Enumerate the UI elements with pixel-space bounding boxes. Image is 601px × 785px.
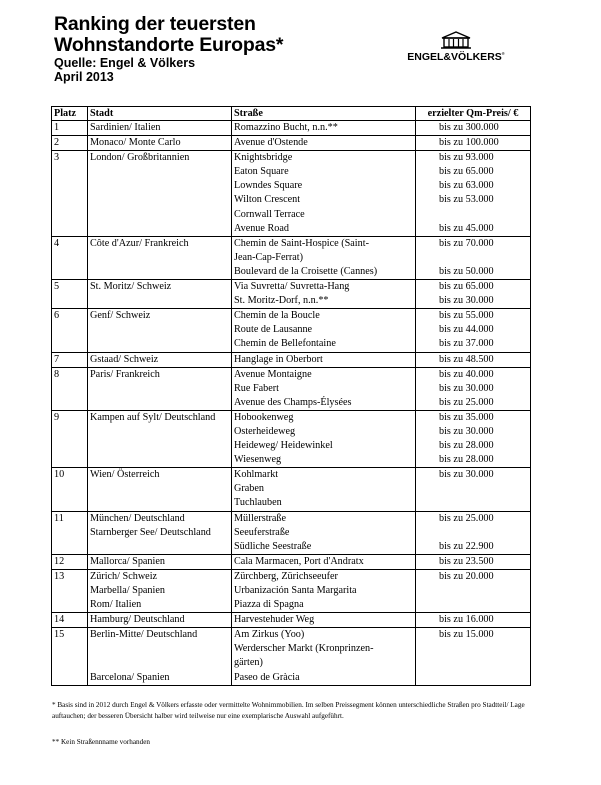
cell-platz <box>52 309 88 352</box>
stadt-line: München/ Deutschland <box>90 512 185 524</box>
header-platz: Platz <box>52 107 88 121</box>
platz-value: 7 <box>54 353 60 365</box>
cell-stadt <box>88 468 232 511</box>
strasse-line: Chemin de Saint-Hospice (Saint- <box>234 237 369 249</box>
table-row <box>52 352 531 367</box>
platz-value: 9 <box>54 411 60 423</box>
footnote-no-street-name: ** Kein Straßennname vorhanden <box>52 738 150 746</box>
strasse-line: Chemin de la Boucle <box>234 310 320 322</box>
platz-value: 11 <box>54 512 64 524</box>
strasse-line: Zürchberg, Zürichseeufer <box>234 570 338 582</box>
table-row <box>52 554 531 569</box>
preis-line <box>418 251 528 265</box>
table-row <box>52 280 531 309</box>
preis-line <box>418 208 528 222</box>
stadt-line: Mallorca/ Spanien <box>90 555 165 567</box>
preis-line: bis zu 28.000 <box>439 440 494 452</box>
strasse-line: Rue Fabert <box>234 382 279 394</box>
preis-line: bis zu 40.000 <box>439 368 494 380</box>
cell-strasse <box>232 410 416 467</box>
strasse-line: Knightsbridge <box>234 152 293 164</box>
strasse-line: Hobookenweg <box>234 411 294 423</box>
cell-stadt <box>88 511 232 554</box>
stadt-line: Côte d'Azur/ Frankreich <box>90 237 189 249</box>
strasse-line: Piazza di Spagna <box>234 599 304 611</box>
cell-strasse <box>232 367 416 410</box>
preis-line: bis zu 20.000 <box>439 570 494 582</box>
strasse-line: Heideweg/ Heidewinkel <box>234 440 333 452</box>
strasse-line: Am Zirkus (Yoo) <box>234 629 305 641</box>
strasse-line: Südliche Seestraße <box>234 540 312 552</box>
preis-line: bis zu 30.000 <box>439 425 494 437</box>
cell-strasse <box>232 280 416 309</box>
preis-line: bis zu 25.000 <box>439 396 494 408</box>
preis-line: bis zu 23.500 <box>439 555 494 567</box>
strasse-line: Werderscher Markt (Kronprinzen- <box>234 643 374 655</box>
cell-preis <box>416 280 531 309</box>
strasse-line: St. Moritz-Dorf, n.n.** <box>234 295 329 307</box>
cell-preis <box>416 410 531 467</box>
date-line: April 2013 <box>54 69 114 84</box>
preis-line: bis zu 28.000 <box>439 454 494 466</box>
header-stadt: Stadt <box>88 107 232 121</box>
preis-line: bis zu 30.000 <box>439 469 494 481</box>
stadt-line <box>90 496 229 510</box>
strasse-line: Wiesenweg <box>234 454 282 466</box>
house-icon <box>439 31 473 49</box>
strasse-line: Via Suvretta/ Suvretta-Hang <box>234 281 350 293</box>
stadt-line <box>90 482 229 496</box>
preis-line: bis zu 30.000 <box>439 382 494 394</box>
stadt-line <box>90 540 229 554</box>
strasse-line: Boulevard de la Croisette (Cannes) <box>234 265 378 277</box>
table-row <box>52 468 531 511</box>
preis-line: bis zu 63.000 <box>439 180 494 192</box>
platz-value: 5 <box>54 281 60 293</box>
strasse-line: Jean-Cap-Ferrat) <box>234 251 304 263</box>
stadt-line: Kampen auf Sylt/ Deutschland <box>90 411 216 423</box>
document-header <box>54 14 283 84</box>
preis-line <box>418 526 528 540</box>
preis-line: bis zu 48.500 <box>439 353 494 365</box>
cell-strasse <box>232 511 416 554</box>
preis-line: bis zu 15.000 <box>439 629 494 641</box>
cell-stadt <box>88 554 232 569</box>
table-row <box>52 367 531 410</box>
logo-text: ENGEL&VÖLKERS <box>407 51 502 63</box>
preis-line <box>418 584 528 598</box>
platz-value: 1 <box>54 122 60 133</box>
source-line: Quelle: Engel & Völkers <box>54 56 196 70</box>
preis-line <box>418 656 528 670</box>
preis-line: bis zu 100.000 <box>439 137 499 149</box>
strasse-line: Eaton Square <box>234 166 289 178</box>
stadt-line: Marbella/ Spanien <box>90 585 165 596</box>
cell-platz <box>52 236 88 279</box>
cell-stadt <box>88 628 232 685</box>
stadt-line <box>90 453 229 467</box>
preis-line: bis zu 45.000 <box>439 222 494 234</box>
stadt-line: Genf/ Schweiz <box>90 310 151 322</box>
strasse-line: Wilton Crescent <box>234 194 301 206</box>
stadt-line <box>90 642 229 656</box>
stadt-line: St. Moritz/ Schweiz <box>90 281 172 293</box>
table-header-row <box>52 107 531 121</box>
strasse-line: Müllerstraße <box>234 512 287 524</box>
table-row <box>52 121 531 136</box>
cell-platz <box>52 554 88 569</box>
strasse-line: Hanglage in Oberbort <box>234 353 323 365</box>
cell-platz <box>52 352 88 367</box>
cell-strasse <box>232 236 416 279</box>
preis-line <box>418 671 528 685</box>
cell-strasse <box>232 613 416 628</box>
stadt-line: Berlin-Mitte/ Deutschland <box>90 629 198 641</box>
stadt-line <box>90 396 229 410</box>
cell-strasse <box>232 569 416 612</box>
platz-value: 12 <box>54 555 65 567</box>
stadt-line: Gstaad/ Schweiz <box>90 353 159 365</box>
cell-strasse <box>232 151 416 237</box>
cell-preis <box>416 367 531 410</box>
preis-line: bis zu 25.000 <box>439 512 494 524</box>
stadt-line <box>90 222 229 236</box>
cell-platz <box>52 511 88 554</box>
preis-line: bis zu 50.000 <box>439 265 494 277</box>
table-row <box>52 309 531 352</box>
preis-line: bis zu 37.000 <box>439 338 494 350</box>
cell-preis <box>416 468 531 511</box>
cell-stadt <box>88 309 232 352</box>
stadt-line <box>90 337 229 351</box>
cell-preis <box>416 613 531 628</box>
platz-value: 3 <box>54 152 60 164</box>
title <box>54 14 283 56</box>
strasse-line: Chemin de Bellefontaine <box>234 338 336 350</box>
cell-preis <box>416 352 531 367</box>
strasse-line: Graben <box>234 483 264 495</box>
stadt-line: London/ Großbritannien <box>90 152 190 164</box>
cell-preis <box>416 569 531 612</box>
platz-value: 13 <box>54 570 65 582</box>
stadt-line: Rom/ Italien <box>90 599 142 611</box>
platz-value: 6 <box>54 310 60 322</box>
cell-stadt <box>88 121 232 136</box>
cell-preis <box>416 628 531 685</box>
strasse-line: Kohlmarkt <box>234 469 279 481</box>
table-row <box>52 628 531 685</box>
stadt-line: Starnberger See/ Deutschland <box>90 526 211 538</box>
preis-line: bis zu 70.000 <box>439 237 494 249</box>
strasse-line: Avenue d'Ostende <box>234 137 308 149</box>
strasse-line: Lowndes Square <box>234 180 303 192</box>
cell-preis <box>416 554 531 569</box>
strasse-line: Osterheideweg <box>234 425 296 437</box>
preis-line: bis zu 30.000 <box>439 295 494 307</box>
preis-line: bis zu 53.000 <box>439 194 494 206</box>
cell-platz <box>52 613 88 628</box>
cell-strasse <box>232 136 416 151</box>
cell-platz <box>52 628 88 685</box>
platz-value: 4 <box>54 237 60 249</box>
stadt-line <box>90 439 229 453</box>
stadt-line <box>90 179 229 193</box>
strasse-line: Cala Marmacen, Port d'Andratx <box>234 555 364 567</box>
platz-value: 8 <box>54 368 60 380</box>
footnote-basis: * Basis sind in 2012 durch Engel & Völkers erfasste oder vermittelte Wohnimmobilien. Im selben Preissegment können unterschiedliche Straßen pro Stadtteil/ Lage auftauchen; der besseren Übersicht halber wird teilweise nur eine exemplarische Auswahl aufgeführt. <box>52 701 525 720</box>
title-line-2: Wohnstandorte Europas* <box>54 34 284 56</box>
header-strasse: Straße <box>232 107 416 121</box>
cell-preis <box>416 236 531 279</box>
cell-stadt <box>88 136 232 151</box>
cell-stadt <box>88 367 232 410</box>
preis-line <box>418 598 528 612</box>
header-preis: erzielter Qm-Preis/ € <box>416 107 531 121</box>
preis-line <box>418 642 528 656</box>
preis-line <box>418 496 528 510</box>
strasse-line: Tuchlauben <box>234 497 282 509</box>
engel-voelkers-logo <box>400 31 512 63</box>
cell-strasse <box>232 121 416 136</box>
ranking-table-body <box>52 121 531 686</box>
stadt-line <box>90 251 229 265</box>
cell-platz <box>52 151 88 237</box>
cell-platz <box>52 468 88 511</box>
registered-mark: ® <box>501 51 505 56</box>
preis-line: bis zu 65.000 <box>439 166 494 178</box>
platz-value: 10 <box>54 469 65 481</box>
preis-line <box>418 482 528 496</box>
platz-value: 14 <box>54 614 65 626</box>
table-row <box>52 236 531 279</box>
strasse-line: Paseo de Gràcia <box>234 671 300 683</box>
stadt-line: Hamburg/ Deutschland <box>90 614 185 626</box>
cell-platz <box>52 136 88 151</box>
strasse-line: Avenue Montaigne <box>234 368 312 380</box>
cell-preis <box>416 511 531 554</box>
cell-stadt <box>88 410 232 467</box>
cell-stadt <box>88 569 232 612</box>
footnotes <box>52 700 552 748</box>
stadt-line <box>90 323 229 337</box>
platz-value: 2 <box>54 137 60 149</box>
cell-platz <box>52 280 88 309</box>
stadt-line: Sardinien/ Italien <box>90 122 161 133</box>
strasse-line: Harvestehuder Weg <box>234 614 315 626</box>
strasse-line: Urbanización Santa Margarita <box>234 585 357 596</box>
stadt-line <box>90 425 229 439</box>
table-row <box>52 569 531 612</box>
strasse-line: Avenue des Champs-Élysées <box>234 396 352 408</box>
cell-stadt <box>88 236 232 279</box>
preis-line: bis zu 35.000 <box>439 411 494 423</box>
title-line-1: Ranking der teuersten <box>54 13 256 35</box>
cell-strasse <box>232 309 416 352</box>
cell-platz <box>52 569 88 612</box>
stadt-line <box>90 165 229 179</box>
strasse-line: gärten) <box>234 657 263 669</box>
logo-wordmark <box>400 51 512 63</box>
cell-preis <box>416 151 531 237</box>
table-row <box>52 613 531 628</box>
cell-strasse <box>232 628 416 685</box>
table-row <box>52 410 531 467</box>
cell-strasse <box>232 468 416 511</box>
cell-strasse <box>232 554 416 569</box>
stadt-line: Wien/ Österreich <box>90 469 160 481</box>
cell-preis <box>416 121 531 136</box>
cell-preis <box>416 309 531 352</box>
table-row <box>52 511 531 554</box>
stadt-line <box>90 193 229 207</box>
stadt-line <box>90 265 229 279</box>
cell-platz <box>52 367 88 410</box>
cell-strasse <box>232 352 416 367</box>
preis-line: bis zu 300.000 <box>439 122 499 133</box>
preis-line: bis zu 22.900 <box>439 540 494 552</box>
stadt-line <box>90 656 229 670</box>
cell-stadt <box>88 613 232 628</box>
platz-value: 15 <box>54 629 65 641</box>
stadt-line: Paris/ Frankreich <box>90 368 160 380</box>
preis-line: bis zu 65.000 <box>439 281 494 293</box>
stadt-line: Zürich/ Schweiz <box>90 570 158 582</box>
ranking-table <box>51 106 531 686</box>
stadt-line: Monaco/ Monte Carlo <box>90 137 181 149</box>
stadt-line: Barcelona/ Spanien <box>90 671 170 683</box>
cell-stadt <box>88 352 232 367</box>
strasse-line: Cornwall Terrace <box>234 208 305 220</box>
stadt-line <box>90 382 229 396</box>
stadt-line <box>90 294 229 308</box>
cell-stadt <box>88 151 232 237</box>
cell-platz <box>52 410 88 467</box>
stadt-line <box>90 208 229 222</box>
cell-preis <box>416 136 531 151</box>
strasse-line: Route de Lausanne <box>234 324 313 336</box>
cell-platz <box>52 121 88 136</box>
strasse-line: Avenue Road <box>234 222 289 234</box>
cell-stadt <box>88 280 232 309</box>
preis-line: bis zu 44.000 <box>439 324 494 336</box>
preis-line: bis zu 55.000 <box>439 310 494 322</box>
table-row <box>52 151 531 237</box>
table-row <box>52 136 531 151</box>
strasse-line: Seeuferstraße <box>234 526 290 538</box>
preis-line: bis zu 93.000 <box>439 152 494 164</box>
preis-line: bis zu 16.000 <box>439 614 494 626</box>
strasse-line: Romazzino Bucht, n.n.** <box>234 122 338 133</box>
